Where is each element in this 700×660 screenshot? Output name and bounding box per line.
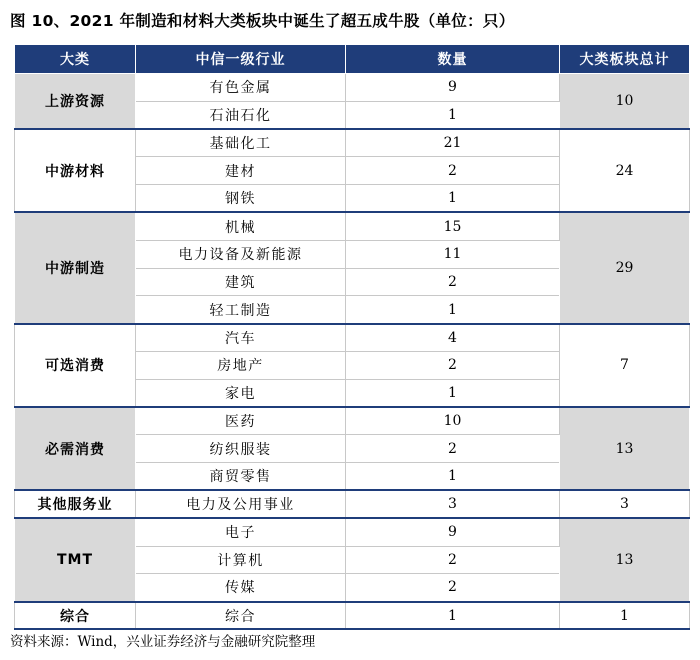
group-2 (15, 212, 690, 323)
header-category: 大类 (15, 45, 136, 74)
category-total-cell: 24 (560, 129, 690, 212)
industry-cell: 建材 (136, 157, 346, 185)
count-cell: 4 (346, 324, 560, 352)
category-cell: TMT (15, 518, 136, 601)
category-cell: 可选消费 (15, 324, 136, 407)
category-cell: 综合 (15, 602, 136, 630)
table-row (15, 602, 690, 630)
group-7 (15, 602, 690, 630)
industry-cell: 电子 (136, 518, 346, 546)
count-cell: 2 (346, 351, 560, 379)
category-total-cell: 10 (560, 74, 690, 130)
count-cell: 1 (346, 463, 560, 491)
industry-cell: 汽车 (136, 324, 346, 352)
count-cell: 10 (346, 407, 560, 435)
industry-cell: 基础化工 (136, 129, 346, 157)
industry-cell: 电力及公用事业 (136, 490, 346, 518)
count-cell: 1 (346, 602, 560, 630)
category-cell: 中游制造 (15, 212, 136, 323)
industry-cell: 计算机 (136, 546, 346, 574)
table-row (15, 212, 690, 240)
count-cell: 1 (346, 185, 560, 213)
category-cell: 必需消费 (15, 407, 136, 490)
category-total-cell: 3 (560, 490, 690, 518)
industry-cell: 电力设备及新能源 (136, 240, 346, 268)
category-cell: 其他服务业 (15, 490, 136, 518)
count-cell: 2 (346, 268, 560, 296)
count-cell: 3 (346, 490, 560, 518)
table-header-row (15, 45, 690, 74)
industry-cell: 轻工制造 (136, 296, 346, 324)
count-cell: 2 (346, 574, 560, 602)
industry-cell: 钢铁 (136, 185, 346, 213)
table-row (15, 74, 690, 102)
count-cell: 9 (346, 518, 560, 546)
figure-title: 图 10、2021 年制造和材料大类板块中诞生了超五成牛股（单位：只） (10, 12, 515, 30)
count-cell: 9 (346, 74, 560, 102)
industry-cell: 房地产 (136, 351, 346, 379)
table-row (15, 518, 690, 546)
table-row (15, 129, 690, 157)
count-cell: 2 (346, 546, 560, 574)
group-1 (15, 129, 690, 212)
count-cell: 15 (346, 212, 560, 240)
count-cell: 1 (346, 101, 560, 129)
group-0 (15, 74, 690, 130)
category-total-cell: 29 (560, 212, 690, 323)
count-cell: 11 (346, 240, 560, 268)
table-row (15, 490, 690, 518)
count-cell: 2 (346, 157, 560, 185)
header-total: 大类板块总计 (560, 45, 690, 74)
count-cell: 1 (346, 296, 560, 324)
industry-cell: 建筑 (136, 268, 346, 296)
industry-cell: 有色金属 (136, 74, 346, 102)
industry-cell: 石油石化 (136, 101, 346, 129)
table-row (15, 407, 690, 435)
header-count: 数量 (346, 45, 560, 74)
table-row (15, 324, 690, 352)
source-note: 资料来源：Wind，兴业证券经济与金融研究院整理 (10, 634, 316, 650)
industry-cell: 家电 (136, 379, 346, 407)
category-total-cell: 7 (560, 324, 690, 407)
industry-cell: 商贸零售 (136, 463, 346, 491)
category-total-cell: 1 (560, 602, 690, 630)
category-cell: 中游材料 (15, 129, 136, 212)
industry-cell: 医药 (136, 407, 346, 435)
industry-cell: 纺织服装 (136, 435, 346, 463)
group-6 (15, 518, 690, 601)
category-cell: 上游资源 (15, 74, 136, 130)
header-industry: 中信一级行业 (136, 45, 346, 74)
industry-cell: 机械 (136, 212, 346, 240)
group-3 (15, 324, 690, 407)
group-5 (15, 490, 690, 518)
bull-stock-table (14, 44, 690, 630)
category-total-cell: 13 (560, 518, 690, 601)
count-cell: 21 (346, 129, 560, 157)
category-total-cell: 13 (560, 407, 690, 490)
group-4 (15, 407, 690, 490)
industry-cell: 传媒 (136, 574, 346, 602)
count-cell: 2 (346, 435, 560, 463)
industry-cell: 综合 (136, 602, 346, 630)
count-cell: 1 (346, 379, 560, 407)
